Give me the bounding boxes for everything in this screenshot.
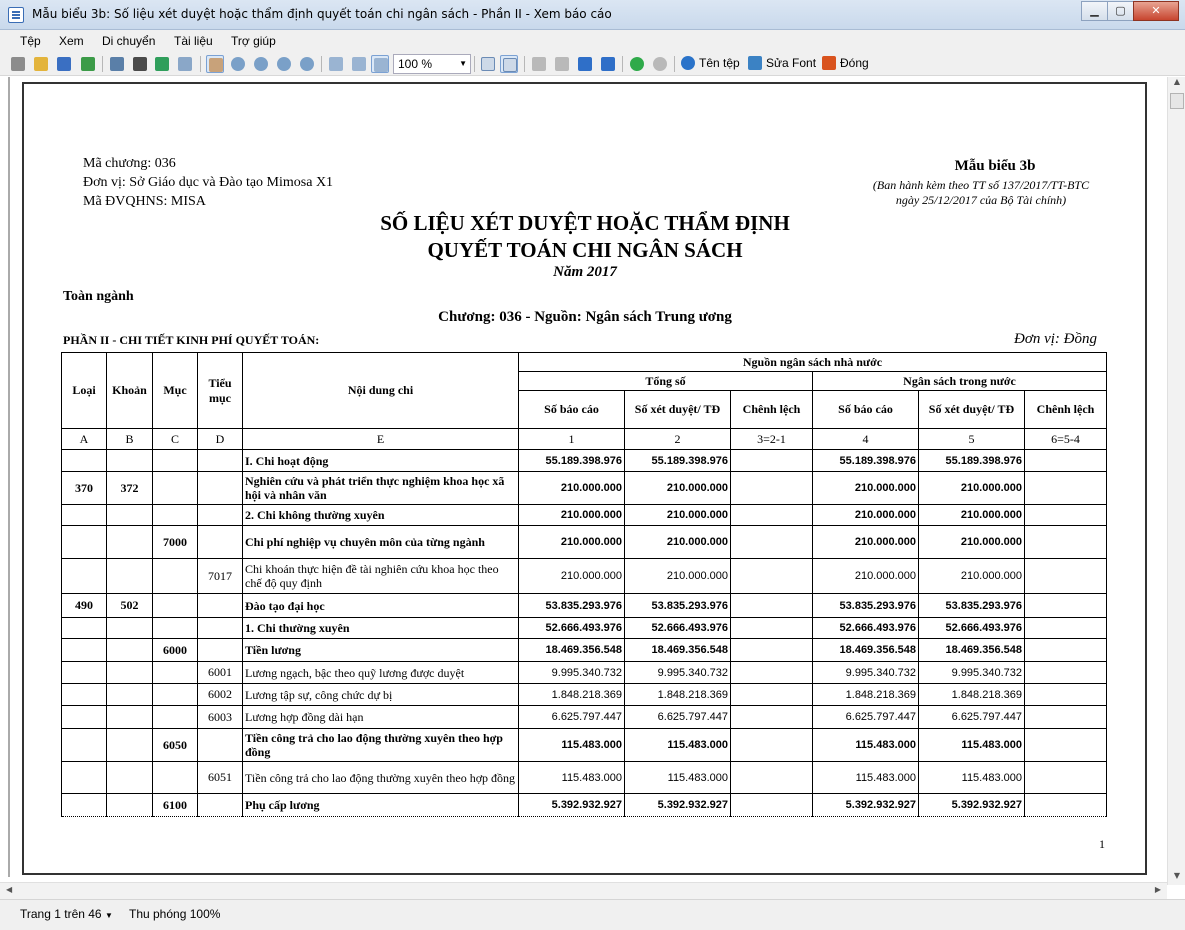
- window-controls: [1082, 1, 1179, 21]
- chevron-down-icon: ▼: [104, 911, 113, 920]
- close-icon: [822, 56, 836, 70]
- cell-v4: 52.666.493.976: [813, 618, 919, 639]
- cell-tm: [198, 618, 243, 639]
- cell-v4: 115.483.000: [813, 762, 919, 794]
- cell-v3: [731, 505, 813, 526]
- cell-v1: 115.483.000: [519, 729, 625, 762]
- cell-loai: [62, 729, 107, 762]
- cell-khoan: [107, 684, 153, 706]
- table-row: [62, 762, 1107, 794]
- cell-text: Chi khoán thực hiện đề tài nghiên cứu khoa học theo chế độ quy định: [243, 559, 519, 594]
- cell-khoan: [107, 450, 153, 472]
- cell-v2: 210.000.000: [625, 526, 731, 559]
- table-header: [62, 353, 1107, 450]
- header-tieu-muc: Tiểu mục: [198, 353, 243, 429]
- cell-khoan: [107, 762, 153, 794]
- scroll-down-icon[interactable]: ▼: [1173, 871, 1181, 880]
- cell-text: Chi phí nghiệp vụ chuyên môn của từng ngành: [243, 526, 519, 559]
- cell-v3: [731, 639, 813, 662]
- cell-v5: 210.000.000: [919, 472, 1025, 505]
- table-body: [62, 450, 1107, 817]
- cell-v1: 210.000.000: [519, 472, 625, 505]
- column-code: 5: [919, 429, 1025, 450]
- report-viewer-icon: [8, 7, 24, 23]
- scroll-left-icon[interactable]: ◀: [6, 885, 13, 894]
- column-code: A: [62, 429, 107, 450]
- export-icon[interactable]: [79, 55, 97, 73]
- table-row: [62, 639, 1107, 662]
- table-row: [62, 618, 1107, 639]
- cell-v3: [731, 594, 813, 618]
- cell-v6: [1025, 472, 1107, 505]
- header-so-bao-cao-2: Số báo cáo: [813, 391, 919, 429]
- header-khoan: Khoản: [107, 353, 153, 429]
- cell-v4: 210.000.000: [813, 559, 919, 594]
- cell-text: 2. Chi không thường xuyên: [243, 505, 519, 526]
- form-note-line-2: ngày 25/12/2017 của Bộ Tài chính): [895, 193, 1067, 207]
- cell-khoan: [107, 706, 153, 729]
- budget-table: [61, 352, 1107, 817]
- scroll-up-icon[interactable]: ▲: [1173, 77, 1181, 86]
- header-chenh-lech-2: Chênh lệch: [1025, 391, 1107, 429]
- cell-v6: [1025, 729, 1107, 762]
- cell-v1: 210.000.000: [519, 526, 625, 559]
- fit-page-icon[interactable]: [350, 55, 368, 73]
- table-row: [62, 662, 1107, 684]
- cell-tm: [198, 472, 243, 505]
- cell-text: Phụ cấp lương: [243, 794, 519, 817]
- cell-v6: [1025, 706, 1107, 729]
- fit-width-icon[interactable]: [327, 55, 345, 73]
- cell-v2: 6.625.797.447: [625, 706, 731, 729]
- cell-v5: 18.469.356.548: [919, 639, 1025, 662]
- unit-name: Đơn vị: Sở Giáo dục và Đào tạo Mimosa X1: [83, 175, 334, 190]
- cell-v2: 18.469.356.548: [625, 639, 731, 662]
- column-code: 4: [813, 429, 919, 450]
- title-bar: [0, 0, 1185, 30]
- cell-loai: [62, 706, 107, 729]
- maximize-button[interactable]: ▢: [1107, 1, 1134, 21]
- magnify-icon[interactable]: [229, 55, 247, 73]
- cell-v2: 9.995.340.732: [625, 662, 731, 684]
- header-chenh-lech: Chênh lệch: [731, 391, 813, 429]
- viewer-edge: [8, 77, 10, 877]
- find-icon[interactable]: [131, 55, 149, 73]
- cell-khoan: [107, 526, 153, 559]
- table-row: [62, 684, 1107, 706]
- cell-muc: 7000: [153, 526, 198, 559]
- cell-loai: [62, 662, 107, 684]
- cell-v3: [731, 472, 813, 505]
- cell-v4: 115.483.000: [813, 729, 919, 762]
- form-name: Mẫu biểu 3b: [954, 158, 1036, 174]
- report-title-line-2: QUYẾT TOÁN CHI NGÂN SÁCH: [427, 238, 743, 262]
- first-page-icon[interactable]: [530, 55, 548, 73]
- status-bar: [0, 899, 1185, 930]
- cell-v3: [731, 662, 813, 684]
- cell-v2: 53.835.293.976: [625, 594, 731, 618]
- cell-v1: 55.189.398.976: [519, 450, 625, 472]
- cell-v1: 115.483.000: [519, 762, 625, 794]
- cell-v6: [1025, 684, 1107, 706]
- cell-loai: [62, 639, 107, 662]
- open-icon[interactable]: [32, 55, 50, 73]
- cell-v4: 5.392.932.927: [813, 794, 919, 817]
- cell-v4: 210.000.000: [813, 472, 919, 505]
- page-indicator[interactable]: [20, 907, 113, 921]
- header-so-xet-duyet-2: Số xét duyệt/ TĐ: [919, 391, 1025, 429]
- cell-v1: 210.000.000: [519, 505, 625, 526]
- cell-v5: 53.835.293.976: [919, 594, 1025, 618]
- zoom-value: 100 %: [398, 57, 433, 71]
- horizontal-scrollbar[interactable]: [0, 882, 1167, 899]
- cell-v2: 210.000.000: [625, 505, 731, 526]
- cell-v6: [1025, 662, 1107, 684]
- cell-loai: [62, 762, 107, 794]
- cell-tm: [198, 450, 243, 472]
- cell-tm: [198, 526, 243, 559]
- file-name-button[interactable]: [681, 56, 740, 70]
- cell-v6: [1025, 762, 1107, 794]
- header-tong-so: Tổng số: [519, 372, 813, 391]
- cell-v2: 210.000.000: [625, 472, 731, 505]
- menu-file[interactable]: Tệp: [20, 34, 41, 48]
- header-noi-dung: Nội dung chi: [243, 353, 519, 429]
- cell-tm: [198, 729, 243, 762]
- cell-muc: [153, 450, 198, 472]
- close-label: Đóng: [840, 56, 869, 70]
- cell-v5: 210.000.000: [919, 526, 1025, 559]
- cell-v5: 210.000.000: [919, 505, 1025, 526]
- cell-v3: [731, 559, 813, 594]
- cell-loai: 370: [62, 472, 107, 505]
- cell-muc: 6100: [153, 794, 198, 817]
- cell-tm: 6051: [198, 762, 243, 794]
- cell-v4: 210.000.000: [813, 526, 919, 559]
- cell-v6: [1025, 618, 1107, 639]
- column-code: 2: [625, 429, 731, 450]
- cell-muc: [153, 505, 198, 526]
- scroll-thumb[interactable]: [1170, 93, 1184, 109]
- cell-v3: [731, 684, 813, 706]
- column-code: D: [198, 429, 243, 450]
- previous-page-icon[interactable]: [553, 55, 571, 73]
- column-code: B: [107, 429, 153, 450]
- cell-khoan: 502: [107, 594, 153, 618]
- cell-text: Lương hợp đồng dài hạn: [243, 706, 519, 729]
- hand-tool-icon[interactable]: [206, 55, 224, 73]
- page-number: 1: [1099, 837, 1105, 851]
- cell-tm: [198, 794, 243, 817]
- table-row: [62, 472, 1107, 505]
- cell-v4: 1.848.218.369: [813, 684, 919, 706]
- chevron-down-icon: ▼: [459, 59, 467, 68]
- fix-font-button[interactable]: [748, 56, 816, 70]
- cell-muc: [153, 706, 198, 729]
- budget-unit-code: Mã ĐVQHNS: MISA: [83, 194, 206, 209]
- fix-font-label: Sửa Font: [766, 56, 817, 70]
- cell-khoan: [107, 794, 153, 817]
- cell-khoan: [107, 662, 153, 684]
- next-page-icon[interactable]: [576, 55, 594, 73]
- cell-v6: [1025, 594, 1107, 618]
- cell-muc: [153, 594, 198, 618]
- cell-loai: [62, 559, 107, 594]
- cell-v4: 53.835.293.976: [813, 594, 919, 618]
- cell-v1: 5.392.932.927: [519, 794, 625, 817]
- cell-v2: 115.483.000: [625, 729, 731, 762]
- cell-v4: 55.189.398.976: [813, 450, 919, 472]
- cell-tm: [198, 639, 243, 662]
- cell-loai: [62, 684, 107, 706]
- cell-text: Tiền công trả cho lao động thường xuyên theo hợp đồng: [243, 762, 519, 794]
- cell-v5: 210.000.000: [919, 559, 1025, 594]
- font-icon: [748, 56, 762, 70]
- column-codes-row: [62, 429, 1107, 450]
- cell-v6: [1025, 526, 1107, 559]
- file-name-label: Tên tệp: [699, 56, 740, 70]
- header-so-bao-cao: Số báo cáo: [519, 391, 625, 429]
- cell-tm: 6001: [198, 662, 243, 684]
- table-row: [62, 794, 1107, 817]
- cell-loai: 490: [62, 594, 107, 618]
- menu-document[interactable]: Tài liệu: [174, 34, 213, 48]
- cell-v1: 6.625.797.447: [519, 706, 625, 729]
- cell-muc: [153, 559, 198, 594]
- column-code: 3=2-1: [731, 429, 813, 450]
- menu-bar: [0, 30, 1185, 52]
- cell-khoan: [107, 729, 153, 762]
- continuous-page-icon[interactable]: [500, 55, 518, 73]
- actual-size-icon[interactable]: [371, 55, 389, 73]
- toolbar: [0, 52, 1185, 76]
- cell-text: Nghiên cứu và phát triển thực nghiệm khoa học xã hội và nhân văn: [243, 472, 519, 505]
- zoom-out-icon[interactable]: [275, 55, 293, 73]
- menu-view[interactable]: Xem: [59, 34, 84, 48]
- cell-v3: [731, 729, 813, 762]
- cell-v3: [731, 762, 813, 794]
- window-title: Mẫu biểu 3b: Số liệu xét duyệt hoặc thẩm định quyết toán chi ngân sách - Phần II - Xem báo cáo: [32, 7, 612, 21]
- cell-v3: [731, 618, 813, 639]
- close-window-button[interactable]: ✕: [1133, 1, 1179, 21]
- column-code: 1: [519, 429, 625, 450]
- cell-v6: [1025, 559, 1107, 594]
- cell-loai: [62, 618, 107, 639]
- zoom-select[interactable]: [393, 54, 471, 74]
- cell-loai: [62, 505, 107, 526]
- cell-v1: 1.848.218.369: [519, 684, 625, 706]
- table-row: [62, 505, 1107, 526]
- cell-loai: [62, 794, 107, 817]
- single-page-icon[interactable]: [479, 55, 497, 73]
- cell-v2: 5.392.932.927: [625, 794, 731, 817]
- last-page-icon[interactable]: [599, 55, 617, 73]
- cell-muc: [153, 762, 198, 794]
- print-icon[interactable]: [9, 55, 27, 73]
- cell-tm: 7017: [198, 559, 243, 594]
- cell-v2: 115.483.000: [625, 762, 731, 794]
- cell-v5: 9.995.340.732: [919, 662, 1025, 684]
- zoom-status: Thu phóng 100%: [129, 907, 221, 921]
- cell-v3: [731, 526, 813, 559]
- cell-khoan: [107, 505, 153, 526]
- report-scope: Toàn ngành: [63, 289, 134, 304]
- table-row: [62, 526, 1107, 559]
- cell-v1: 18.469.356.548: [519, 639, 625, 662]
- cell-v5: 115.483.000: [919, 762, 1025, 794]
- cell-khoan: 372: [107, 472, 153, 505]
- cell-muc: 6000: [153, 639, 198, 662]
- cell-v4: 6.625.797.447: [813, 706, 919, 729]
- cell-text: Tiền lương: [243, 639, 519, 662]
- cell-v1: 9.995.340.732: [519, 662, 625, 684]
- menu-help[interactable]: Trợ giúp: [231, 34, 276, 48]
- refresh-icon[interactable]: [153, 55, 171, 73]
- cell-text: I. Chi hoạt động: [243, 450, 519, 472]
- vertical-scrollbar[interactable]: [1167, 77, 1185, 885]
- cell-muc: [153, 684, 198, 706]
- cell-text: Đào tạo đại học: [243, 594, 519, 618]
- forward-icon[interactable]: [651, 55, 669, 73]
- header-nguon: Nguồn ngân sách nhà nước: [519, 353, 1107, 372]
- zoom-in-icon[interactable]: [252, 55, 270, 73]
- cell-text: Lương ngạch, bậc theo quỹ lương được duyệt: [243, 662, 519, 684]
- cell-v6: [1025, 505, 1107, 526]
- report-year: Năm 2017: [553, 264, 617, 280]
- cell-muc: [153, 618, 198, 639]
- header-so-xet-duyet: Số xét duyệt/ TĐ: [625, 391, 731, 429]
- info-icon: [681, 56, 695, 70]
- cell-khoan: [107, 618, 153, 639]
- chapter-code: Mã chương: 036: [83, 156, 176, 171]
- cell-khoan: [107, 639, 153, 662]
- currency-unit: Đơn vị: Đồng: [1014, 331, 1097, 347]
- cell-v4: 9.995.340.732: [813, 662, 919, 684]
- cell-v5: 6.625.797.447: [919, 706, 1025, 729]
- cell-v3: [731, 706, 813, 729]
- cell-v6: [1025, 794, 1107, 817]
- cell-tm: [198, 505, 243, 526]
- cell-v5: 52.666.493.976: [919, 618, 1025, 639]
- cell-v1: 53.835.293.976: [519, 594, 625, 618]
- cell-v2: 210.000.000: [625, 559, 731, 594]
- menu-navigate[interactable]: Di chuyển: [102, 34, 156, 48]
- cell-muc: [153, 472, 198, 505]
- section-title: PHẦN II - CHI TIẾT KINH PHÍ QUYẾT TOÁN:: [63, 333, 320, 347]
- cell-tm: 6002: [198, 684, 243, 706]
- cell-text: Lương tập sự, công chức dự bị: [243, 684, 519, 706]
- table-row: [62, 450, 1107, 472]
- cell-loai: [62, 526, 107, 559]
- cell-v6: [1025, 450, 1107, 472]
- page-setup-icon[interactable]: [176, 55, 194, 73]
- cell-muc: 6050: [153, 729, 198, 762]
- cell-v3: [731, 794, 813, 817]
- cell-muc: [153, 662, 198, 684]
- report-title-line-1: SỐ LIỆU XÉT DUYỆT HOẶC THẨM ĐỊNH: [380, 211, 790, 235]
- column-code: E: [243, 429, 519, 450]
- cell-v1: 210.000.000: [519, 559, 625, 594]
- cell-v2: 55.189.398.976: [625, 450, 731, 472]
- table-of-contents-icon[interactable]: [108, 55, 126, 73]
- column-code: 6=5-4: [1025, 429, 1107, 450]
- column-code: C: [153, 429, 198, 450]
- save-icon[interactable]: [55, 55, 73, 73]
- header-loai: Loại: [62, 353, 107, 429]
- table-row: [62, 594, 1107, 618]
- page-indicator-text: Trang 1 trên 46: [20, 907, 102, 921]
- cell-v3: [731, 450, 813, 472]
- cell-tm: 6003: [198, 706, 243, 729]
- header-muc: Mục: [153, 353, 198, 429]
- minimize-button[interactable]: ▁: [1081, 1, 1108, 21]
- cell-v4: 210.000.000: [813, 505, 919, 526]
- cell-tm: [198, 594, 243, 618]
- cell-v5: 5.392.932.927: [919, 794, 1025, 817]
- form-note-line-1: (Ban hành kèm theo TT số 137/2017/TT-BTC: [872, 178, 1090, 192]
- header-trong-nuoc: Ngân sách trong nước: [813, 372, 1107, 391]
- close-report-button[interactable]: [822, 56, 869, 70]
- cell-khoan: [107, 559, 153, 594]
- table-row: [62, 706, 1107, 729]
- cell-v1: 52.666.493.976: [519, 618, 625, 639]
- zoom-region-icon[interactable]: [298, 55, 316, 73]
- table-row: [62, 559, 1107, 594]
- cell-v2: 52.666.493.976: [625, 618, 731, 639]
- cell-v4: 18.469.356.548: [813, 639, 919, 662]
- cell-v6: [1025, 639, 1107, 662]
- chapter-source: Chương: 036 - Nguồn: Ngân sách Trung ương: [438, 309, 732, 325]
- cell-v5: 1.848.218.369: [919, 684, 1025, 706]
- cell-text: Tiền công trả cho lao động thường xuyên theo hợp đồng: [243, 729, 519, 762]
- cell-v2: 1.848.218.369: [625, 684, 731, 706]
- table-row: [62, 729, 1107, 762]
- cell-loai: [62, 450, 107, 472]
- cell-v5: 115.483.000: [919, 729, 1025, 762]
- cell-v5: 55.189.398.976: [919, 450, 1025, 472]
- cell-text: 1. Chi thường xuyên: [243, 618, 519, 639]
- scroll-right-icon[interactable]: ▶: [1154, 885, 1161, 894]
- back-icon[interactable]: [628, 55, 646, 73]
